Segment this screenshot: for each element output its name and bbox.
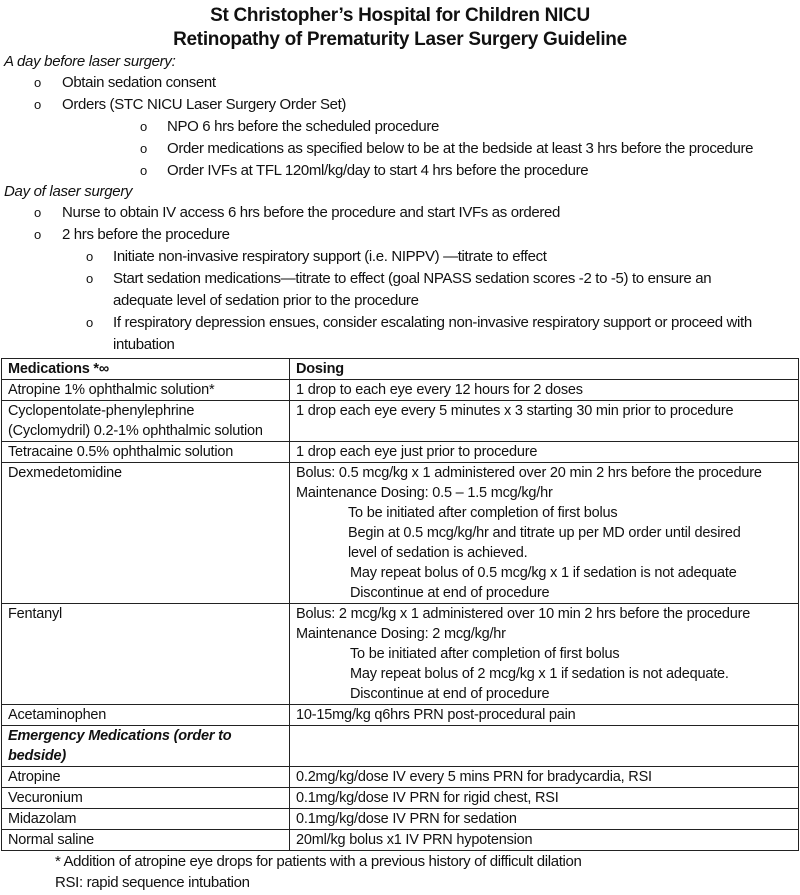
- emergency-medications-label: Emergency Medications (order to bedside): [2, 726, 290, 767]
- med-name: Normal saline: [2, 830, 290, 851]
- table-row: [2, 767, 799, 788]
- table-row: [2, 401, 799, 442]
- med-name: Tetracaine 0.5% ophthalmic solution: [2, 442, 290, 463]
- emergency-section-row: [2, 726, 799, 767]
- list-item: o Order medications as specified below to be at the bedside at least 3 hrs before the procedure: [0, 138, 800, 160]
- footnote-rsi: RSI: rapid sequence intubation: [55, 874, 250, 891]
- bullet-icon: o: [86, 271, 93, 286]
- list-item: o Orders (STC NICU Laser Surgery Order Set): [0, 94, 800, 116]
- list-item: o Nurse to obtain IV access 6 hrs before the procedure and start IVFs as ordered: [0, 202, 800, 224]
- med-name: Cyclopentolate-phenylephrine (Cyclomydril) 0.2-1% ophthalmic solution: [2, 401, 290, 442]
- med-dosing: 0.1mg/kg/dose IV PRN for rigid chest, RSI: [290, 788, 799, 809]
- list-item: o Initiate non-invasive respiratory support (i.e. NIPPV) —titrate to effect: [0, 246, 800, 268]
- list-item: o Obtain sedation consent: [0, 72, 800, 94]
- table-row: [2, 830, 799, 851]
- bullet-icon: o: [140, 163, 147, 178]
- list-item: o Start sedation medications—titrate to effect (goal NPASS sedation scores -2 to -5) to ensure an: [0, 268, 800, 290]
- list-item: o Order IVFs at TFL 120ml/kg/day to start 4 hrs before the procedure: [0, 160, 800, 182]
- bullet-icon: o: [140, 141, 147, 156]
- day-of-heading: Day of laser surgery: [4, 183, 133, 200]
- list-item: o NPO 6 hrs before the scheduled procedure: [0, 116, 800, 138]
- day-before-heading: A day before laser surgery:: [4, 53, 176, 70]
- med-dosing: Bolus: 0.5 mcg/kg x 1 administered over 20 min 2 hrs before the procedure Maintenance Dosing: 0.5 – 1.5 mcg/kg/hr To be initiated after completion of first bolus Begin at 0.5 mcg/kg/hr and titrate up per MD order until desired level of sedation is achieved. May repeat bolus of 0.5 mcg/kg x 1 if sedation is not adequate Discontinue at end of procedure: [290, 463, 799, 604]
- table-row: [2, 809, 799, 830]
- table-row: [2, 604, 799, 705]
- med-dosing: [290, 726, 799, 767]
- medications-table: [1, 358, 799, 851]
- list-item-continuation: intubation: [113, 336, 175, 353]
- med-name: Atropine: [2, 767, 290, 788]
- table-row: [2, 463, 799, 604]
- footnote-atropine: * Addition of atropine eye drops for patients with a previous history of difficult dilation: [55, 853, 582, 870]
- med-dosing: 1 drop each eye every 5 minutes x 3 starting 30 min prior to procedure: [290, 401, 799, 442]
- bullet-icon: o: [34, 205, 41, 220]
- med-dosing: 1 drop to each eye every 12 hours for 2 doses: [290, 380, 799, 401]
- list-item: o If respiratory depression ensues, consider escalating non-invasive respiratory support or proceed with: [0, 312, 800, 334]
- med-dosing: 1 drop each eye just prior to procedure: [290, 442, 799, 463]
- med-dosing: 10-15mg/kg q6hrs PRN post-procedural pain: [290, 705, 799, 726]
- med-dosing: 0.1mg/kg/dose IV PRN for sedation: [290, 809, 799, 830]
- med-name: Midazolam: [2, 809, 290, 830]
- document: [0, 4, 800, 893]
- med-dosing: Bolus: 2 mcg/kg x 1 administered over 10 min 2 hrs before the procedure Maintenance Dosing: 2 mcg/kg/hr To be initiated after completion of first bolus May repeat bolus of 2 mcg/kg x 1 if sedation is not adequate. Discontinue at end of procedure: [290, 604, 799, 705]
- med-dosing: 20ml/kg bolus x1 IV PRN hypotension: [290, 830, 799, 851]
- bullet-icon: o: [140, 119, 147, 134]
- hospital-title: St Christopher’s Hospital for Children NICU: [210, 5, 590, 26]
- med-dosing: 0.2mg/kg/dose IV every 5 mins PRN for bradycardia, RSI: [290, 767, 799, 788]
- med-name: Dexmedetomidine: [2, 463, 290, 604]
- med-name: Fentanyl: [2, 604, 290, 705]
- table-row: [2, 705, 799, 726]
- table-row: [2, 380, 799, 401]
- med-name: Acetaminophen: [2, 705, 290, 726]
- bullet-icon: o: [34, 97, 41, 112]
- med-name: Atropine 1% ophthalmic solution*: [2, 380, 290, 401]
- list-item: o 2 hrs before the procedure: [0, 224, 800, 246]
- table-header-row: [2, 359, 799, 380]
- header-medications: Medications *∞: [2, 359, 290, 380]
- header-dosing: Dosing: [290, 359, 799, 380]
- table-row: [2, 442, 799, 463]
- list-item-continuation: adequate level of sedation prior to the procedure: [113, 292, 419, 309]
- bullet-icon: o: [86, 249, 93, 264]
- bullet-icon: o: [86, 315, 93, 330]
- med-name: Vecuronium: [2, 788, 290, 809]
- table-row: [2, 788, 799, 809]
- bullet-icon: o: [34, 227, 41, 242]
- bullet-icon: o: [34, 75, 41, 90]
- guideline-title: Retinopathy of Prematurity Laser Surgery Guideline: [173, 29, 627, 50]
